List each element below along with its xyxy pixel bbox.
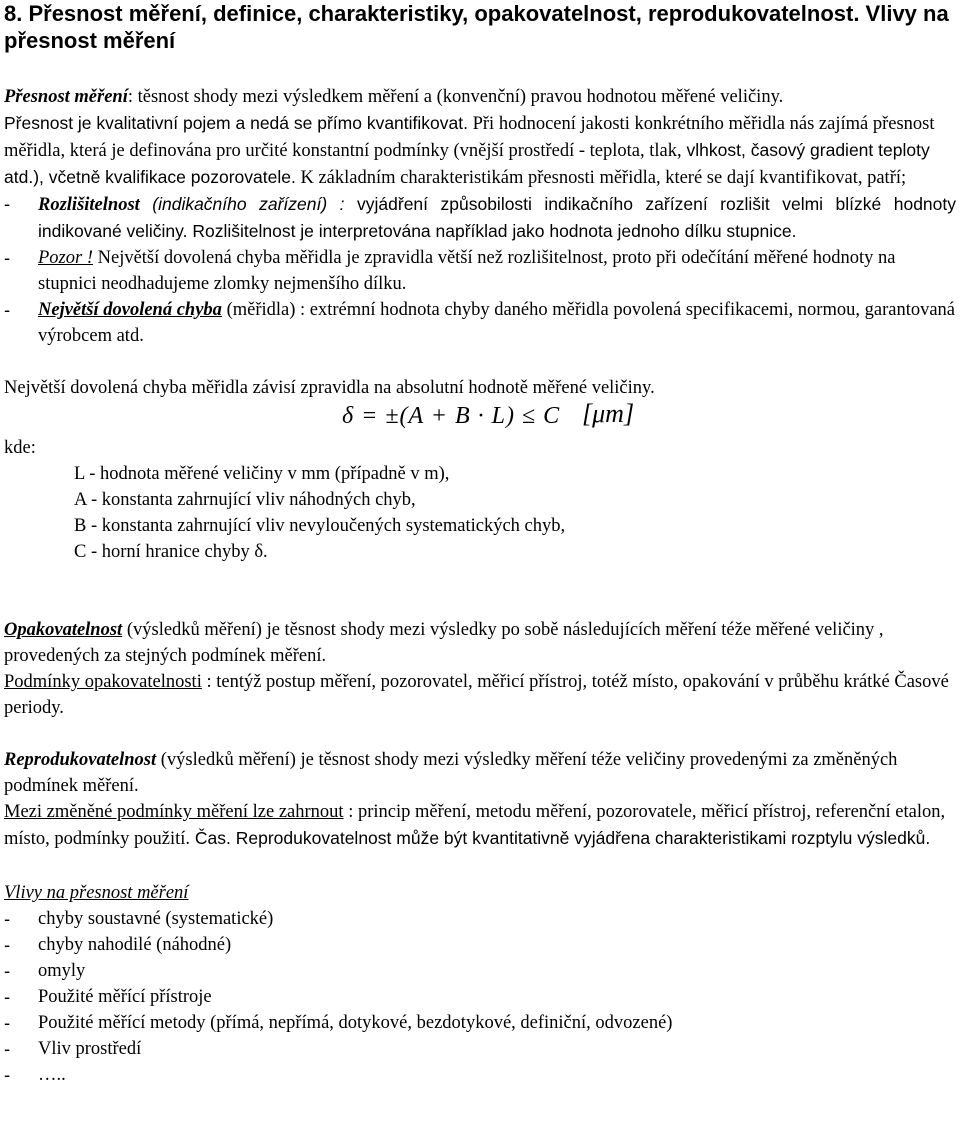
formula-expression: δ = ±(A + B · L) ≤ C <box>342 403 561 429</box>
list-item <box>4 932 956 958</box>
formula-definitions <box>4 461 956 565</box>
list-item <box>4 984 956 1010</box>
resolution-term-suffix: (indikačního zařízení) : <box>139 194 345 214</box>
reproducibility-term: Reprodukovatelnost <box>4 750 157 770</box>
definition-A: A - konstanta zahrnující vliv náhodných chyb, <box>74 490 416 510</box>
accuracy-sentence-4: K základním charakteristikám přesnosti měřidla, které se dají kvantifikovat, patří; <box>295 168 907 188</box>
reproducibility-paragraph <box>4 747 956 799</box>
list-item <box>4 958 956 984</box>
reproducibility-text: (výsledků měření) je těsnost shody mezi výsledky měření téže veličiny provedenými za změněných podmínek měření. <box>4 750 898 796</box>
reproducibility-conditions <box>4 799 956 852</box>
spacer <box>4 565 956 617</box>
list-item <box>4 1010 956 1036</box>
reproducibility-conditions-text: : princip měření, metodu měření, pozorovatele, měřicí přístroj, referenční etalon, místo, podmínky použití. <box>4 802 946 849</box>
list-item-text: omyly <box>38 961 86 981</box>
list-item-text: Použité měřící přístroje <box>38 987 212 1007</box>
dash-marker: - <box>4 193 11 214</box>
accuracy-definition <box>4 84 956 110</box>
resolution-text: vyjádření způsobilosti indikačního zařízení rozlišit velmi blízké hodnoty indikované veličiny. Rozlišitelnost je interpretována například jako hodnota jednoho dílku stupnice. <box>38 194 957 241</box>
resolution-term: Rozlišitelnost <box>38 195 140 215</box>
definition-B: B - konstanta zahrnující vliv nevyloučených systematických chyb, <box>74 516 566 536</box>
list-item-text: chyby nahodilé (náhodné) <box>38 935 232 955</box>
repeatability-text: (výsledků měření) je těsnost shody mezi výsledky po sobě následujících měření téže měřené veličiny , provedených za stejných podmínek měření. <box>4 620 884 666</box>
max-error-text: (měřidla) : extrémní hodnota chyby daného měřidla povolená specifikacemi, normou, garantovaná výrobcem atd. <box>38 300 955 346</box>
kde-label: kde: <box>4 438 36 458</box>
max-error-formula <box>4 401 956 435</box>
accuracy-paragraph <box>4 110 956 191</box>
repeatability-term: Opakovatelnost <box>4 620 123 640</box>
list-item-text: chyby soustavné (systematické) <box>38 909 274 929</box>
characteristic-warning <box>4 245 956 297</box>
characteristic-text <box>38 245 956 297</box>
dash-marker: - <box>4 1012 11 1033</box>
accuracy-sentence-1: Přesnost je kvalitativní pojem a nedá se přímo kvantifikovat. <box>4 113 468 133</box>
repeatability-conditions-text: : tentýž postup měření, pozorovatel, měřicí přístroj, totéž místo, opakování v průběhu krátké Časové periody. <box>4 672 949 718</box>
repeatability-conditions <box>4 669 956 721</box>
definition-L: L - hodnota měřené veličiny v mm (případně v m), <box>74 464 450 484</box>
characteristic-text <box>38 297 956 349</box>
warning-term: Pozor ! <box>38 248 93 268</box>
reproducibility-conditions-text-2: Čas. Reprodukovatelnost může být kvantitativně vyjádřena charakteristikami rozptylu výsledků. <box>190 828 931 848</box>
list-item-text: ….. <box>38 1065 66 1085</box>
max-error-term: Největší dovolená chyba <box>38 300 222 320</box>
accuracy-sentence-3: vlhkost, časový gradient teploty atd.), včetně kvalifikace pozorovatele. <box>4 140 930 187</box>
dash-marker: - <box>4 1064 11 1085</box>
accuracy-definition-text: : těsnost shody mezi výsledkem měření a (konvenční) pravou hodnotou měřené veličiny. <box>127 87 784 107</box>
formula-intro: Největší dovolená chyba měřidla závisí zpravidla na absolutní hodnotě měřené veličiny. <box>4 378 655 398</box>
formula-unit: [μm] <box>582 399 635 428</box>
dash-marker: - <box>4 908 11 929</box>
spacer <box>4 852 956 880</box>
dash-marker: - <box>4 299 11 320</box>
characteristic-text <box>38 191 956 245</box>
dash-marker: - <box>4 1038 11 1059</box>
document-page <box>4 0 956 1088</box>
characteristic-resolution <box>4 191 956 245</box>
influences-list <box>4 906 956 1088</box>
dash-marker: - <box>4 247 11 268</box>
list-item <box>4 1062 956 1088</box>
definition-C: C - horní hranice chyby δ. <box>74 542 268 562</box>
dash-marker: - <box>4 986 11 1007</box>
list-item-text: Použité měřící metody (přímá, nepřímá, dotykové, bezdotykové, definiční, odvozené) <box>38 1013 673 1033</box>
list-item <box>4 1036 956 1062</box>
influences-heading: Vlivy na přesnost měření <box>4 883 189 903</box>
page-title: 8. Přesnost měření, definice, charakteristiky, opakovatelnost, reprodukovatelnost. Vlivy na přesnost měření <box>4 1 949 53</box>
spacer <box>4 54 956 84</box>
spacer <box>4 349 956 375</box>
spacer <box>4 721 956 747</box>
characteristic-max-error <box>4 297 956 349</box>
list-item-text: Vliv prostředí <box>38 1039 142 1059</box>
repeatability-paragraph <box>4 617 956 669</box>
warning-text: Největší dovolená chyba měřidla je zpravidla větší než rozlišitelnost, proto při odečítání měřené hodnoty na stupnici neodhadujeme zlomky nejmenšího dílku. <box>38 248 896 294</box>
accuracy-sentence-2: Při hodnocení jakosti konkrétního měřidla nás zajímá přesnost měřidla, která je definována pro určité konstantní podmínky (vnější prostředí - teplota, tlak, <box>4 114 935 161</box>
dash-marker: - <box>4 960 11 981</box>
dash-marker: - <box>4 934 11 955</box>
reproducibility-conditions-label: Mezi změněné podmínky měření lze zahrnout <box>4 802 344 822</box>
repeatability-conditions-label: Podmínky opakovatelnosti <box>4 672 202 692</box>
list-item <box>4 906 956 932</box>
accuracy-term: Přesnost měření <box>4 87 128 107</box>
